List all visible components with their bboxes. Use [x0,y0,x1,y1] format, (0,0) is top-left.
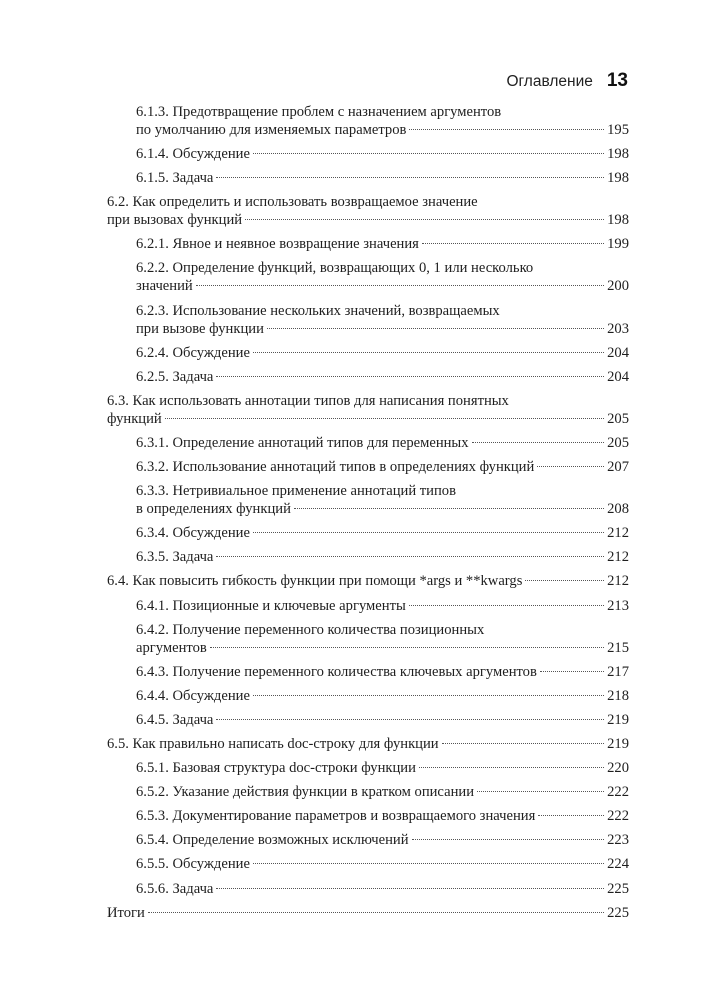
dot-leader [472,442,605,443]
toc-entry-title-line: 6.3.5. Задача [136,549,214,566]
toc-entry-title-line: при вызове функции [136,320,264,337]
toc-page-number: 222 [607,784,629,801]
toc-entry-line [136,145,629,163]
toc-page-number: 215 [607,639,629,656]
toc-entry-line [136,807,629,825]
toc-subsection-entry[interactable] [136,711,629,729]
toc-entry-line [107,904,629,922]
toc-entry-line [136,368,629,386]
toc-entry-line [136,759,629,777]
toc-page-number: 220 [607,760,629,777]
toc-entry-line [136,524,629,542]
toc-entry-line [136,320,629,338]
toc-entry-line [136,121,629,139]
dot-leader [253,532,604,533]
toc-subsection-entry[interactable] [136,597,629,615]
toc-entry-line [136,783,629,801]
toc-entry-title-line: 6.1.3. Предотвращение проблем с назначением аргументов [136,104,502,120]
toc-entry-line [136,500,629,518]
dot-leader [216,376,604,377]
page-number: 13 [606,70,628,91]
dot-leader [253,863,604,864]
toc-entry-title-line: 6.1.5. Задача [136,170,214,187]
toc-entry-line [107,410,629,428]
toc-subsection-entry[interactable] [136,169,629,187]
toc-page-number: 195 [607,122,629,138]
toc-entry-title-line: 6.5. Как правильно написать doc-строку для функции [107,735,439,752]
toc-subsection-entry[interactable] [136,831,629,849]
dot-leader [538,815,604,816]
toc-entry-title-line: 6.4.5. Задача [136,711,214,728]
toc-subsection-entry[interactable] [136,145,629,163]
toc-summary-entry[interactable] [107,904,629,922]
toc-entry-title-line: Итоги [107,904,145,921]
dot-leader [216,888,604,889]
toc-page-number: 218 [607,687,629,704]
toc-entry-title-line: 6.4.2. Получение переменного количества позиционных [136,621,485,638]
dot-leader [245,219,604,220]
toc-subsection-entry[interactable] [136,259,629,295]
toc-page-number: 204 [607,368,629,385]
toc-entry-line [136,880,629,898]
dot-leader [216,719,604,720]
toc-entry-title-line: 6.2.5. Задача [136,368,214,385]
toc-subsection-entry[interactable] [136,458,629,476]
toc-subsection-entry[interactable] [136,344,629,362]
toc-page-number: 225 [607,880,629,897]
toc-subsection-entry[interactable] [136,759,629,777]
toc-page-number: 223 [607,832,629,849]
toc-page-number: 207 [607,459,629,476]
toc-entry-title-line: 6.5.3. Документирование параметров и возвращаемого значения [136,808,536,825]
toc-page-number: 198 [607,212,629,229]
toc-entry-title-line: 6.2.1. Явное и неявное возвращение значения [136,236,419,253]
dot-leader [253,695,604,696]
running-title: Оглавление [506,73,593,90]
dot-leader [294,508,604,509]
toc-entry-line [136,548,629,566]
toc-subsection-entry[interactable] [136,663,629,681]
toc-subsection-entry[interactable] [136,434,629,452]
toc-entry-title-line: в определениях функций [136,501,291,518]
toc-entry-line [136,169,629,187]
toc-entry-line [136,663,629,681]
toc-entry-title-line: 6.5.4. Определение возможных исключений [136,832,409,849]
toc-entry-title-line: 6.4. Как повысить гибкость функции при помощи *args и **kwargs [107,573,523,590]
toc-entry-title-line: 6.5.6. Задача [136,880,214,897]
toc-page-number: 213 [607,597,629,614]
toc-entry-title-line: 6.2. Как определить и использовать возвращаемое значение [107,194,478,211]
toc-subsection-entry[interactable] [136,855,629,873]
toc-page-number: 208 [607,501,629,518]
toc-subsection-entry[interactable] [136,783,629,801]
toc-entry-title-line: 6.3.2. Использование аннотаций типов в определениях функций [136,459,535,476]
dot-leader [253,352,604,353]
toc-page-number: 205 [607,410,629,427]
dot-leader [525,580,604,581]
toc-entry-line [136,639,629,657]
dot-leader [148,912,604,913]
toc-entry-title-line: значений [136,278,193,295]
dot-leader [540,671,604,672]
toc-page-number: 224 [607,856,629,873]
toc-page-number: 205 [607,434,629,451]
toc-page-number: 199 [607,236,629,253]
dot-leader [216,556,604,557]
dot-leader [412,839,605,840]
toc-page-number: 212 [607,549,629,566]
dot-leader [537,466,604,467]
toc-entry-title-line: при вызовах функций [107,212,243,229]
toc-entry-line [107,735,629,753]
toc-entry-line [136,434,629,452]
toc-subsection-entry[interactable] [136,302,629,338]
toc-page-number: 222 [607,808,629,825]
toc-subsection-entry[interactable] [136,368,629,386]
table-of-contents [107,103,629,928]
toc-entry-title-line: 6.2.4. Обсуждение [136,344,250,361]
toc-entry-line [136,687,629,705]
toc-subsection-entry[interactable] [136,807,629,825]
toc-subsection-entry[interactable] [136,548,629,566]
dot-leader [216,177,604,178]
toc-page-number: 198 [607,146,629,163]
dot-leader [196,285,604,286]
toc-entry-title-line: 6.1.4. Обсуждение [136,146,250,163]
toc-entry-title-line: 6.5.5. Обсуждение [136,856,250,873]
dot-leader [442,743,605,744]
toc-entry-title-line: 6.3.3. Нетривиальное применение аннотаций типов [136,483,456,500]
toc-entry-title-line: 6.3. Как использовать аннотации типов для написания понятных [107,392,509,409]
dot-leader [267,328,604,329]
toc-entry-title-line: 6.4.1. Позиционные и ключевые аргументы [136,597,406,614]
toc-entry-line [136,344,629,362]
toc-subsection-entry[interactable] [136,687,629,705]
toc-subsection-entry[interactable] [136,482,629,518]
toc-page-number: 212 [607,573,629,590]
toc-section-entry[interactable] [107,572,629,590]
toc-entry-line [136,277,629,295]
toc-entry-title-line: 6.4.3. Получение переменного количества ключевых аргументов [136,663,537,680]
dot-leader [422,243,604,244]
toc-entry-line [107,572,629,590]
toc-entry-title-line: функций [107,410,162,427]
toc-page-number: 204 [607,344,629,361]
toc-entry-line [136,831,629,849]
toc-entry-title-line: 6.5.1. Базовая структура doc-строки функции [136,760,416,777]
dot-leader [409,605,604,606]
toc-page-number: 217 [607,663,629,680]
toc-entry-line [107,211,629,229]
toc-entry-line [136,855,629,873]
dot-leader [409,129,604,130]
toc-subsection-entry[interactable] [136,621,629,657]
toc-subsection-entry[interactable] [136,880,629,898]
toc-entry-title-line: аргументов [136,639,207,656]
toc-page-number: 225 [607,904,629,921]
toc-subsection-entry[interactable] [136,235,629,253]
toc-section-entry[interactable] [107,735,629,753]
toc-page-number: 219 [607,735,629,752]
toc-page-number: 203 [607,320,629,337]
toc-section-entry[interactable] [107,193,629,229]
toc-entry-title-line: 6.3.4. Обсуждение [136,525,250,542]
toc-entry-title-line: по умолчанию для изменяемых параметров [136,122,407,138]
dot-leader [477,791,604,792]
page-header [506,70,628,92]
toc-entry-line [136,597,629,615]
toc-entry-title-line: 6.2.3. Использование нескольких значений, возвращаемых [136,302,500,319]
toc-entry-title-line: 6.3.1. Определение аннотаций типов для переменных [136,434,469,451]
toc-page-number: 219 [607,711,629,728]
toc-section-entry[interactable] [107,392,629,428]
toc-subsection-entry[interactable] [136,524,629,542]
toc-entry-title-line: 6.5.2. Указание действия функции в кратком описании [136,784,474,801]
toc-page-number: 200 [607,278,629,295]
toc-entry-title-line: 6.4.4. Обсуждение [136,687,250,704]
toc-entry-line [136,458,629,476]
dot-leader [253,153,604,154]
toc-entry-title-line: 6.2.2. Определение функций, возвращающих 0, 1 или несколько [136,260,534,277]
toc-page-number: 198 [607,170,629,187]
toc-entry-line [136,711,629,729]
toc-subsection-entry[interactable] [136,103,629,139]
toc-page-number: 212 [607,525,629,542]
dot-leader [165,418,604,419]
toc-entry-line [136,235,629,253]
dot-leader [210,647,604,648]
dot-leader [419,767,604,768]
